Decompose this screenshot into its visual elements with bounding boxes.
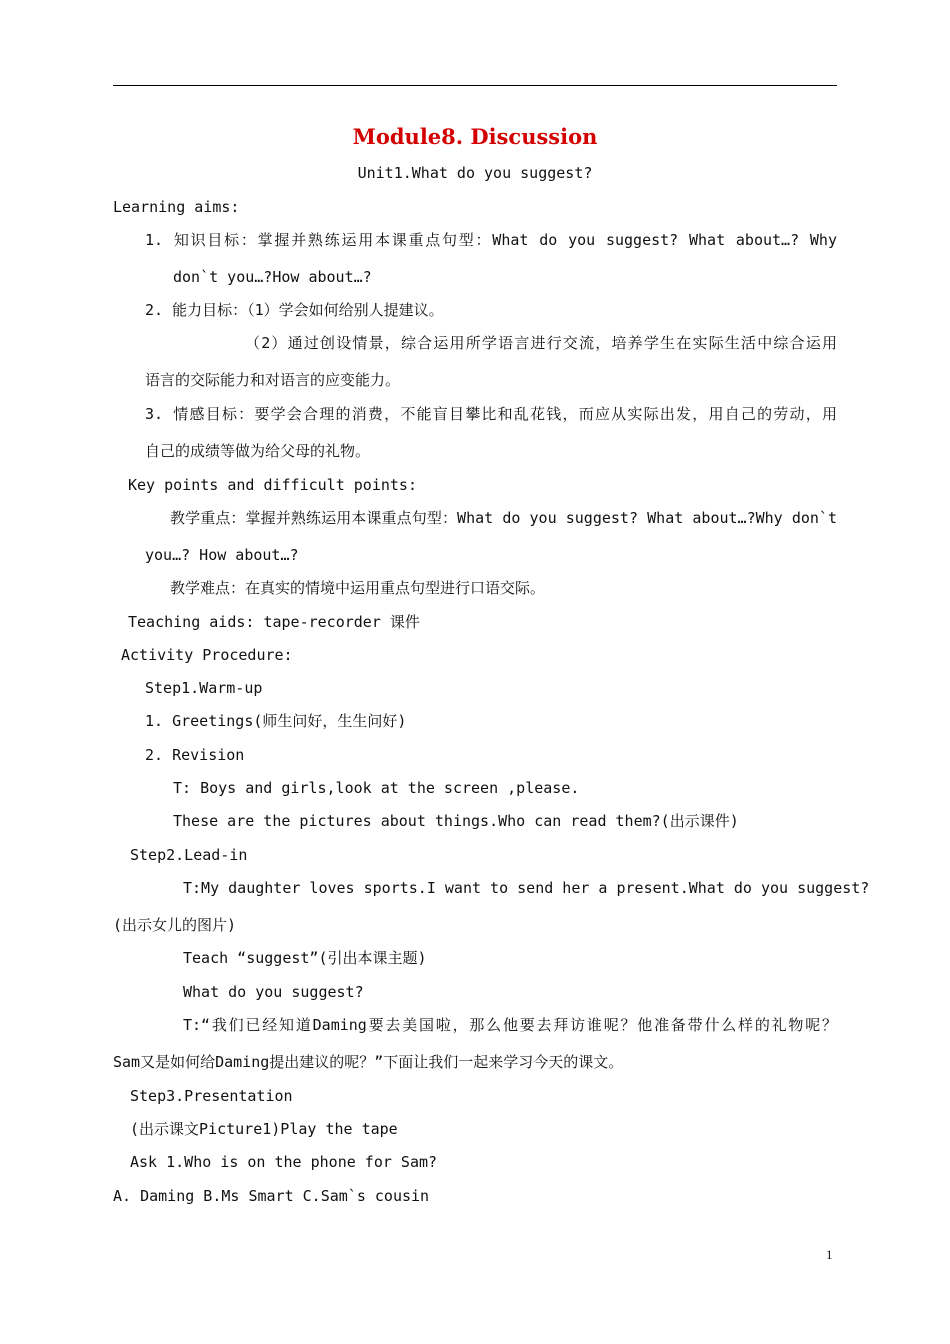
learning-aims-heading: Learning aims: [113, 198, 240, 216]
aim-2-line-1: 2. 能力目标：（1）学会如何给别人提建议。 [145, 301, 444, 319]
key-point-line-1: 教学重点：掌握并熟练运用本课重点句型：What do you suggest? What about…?Why don`t [170, 509, 837, 527]
teaching-aids-line: Teaching aids: tape-recorder 课件 [128, 613, 420, 631]
step2-line-4: What do you suggest? [183, 983, 364, 1001]
key-points-heading: Key points and difficult points: [128, 476, 417, 494]
difficult-point-line: 教学难点：在真实的情境中运用重点句型进行口语交际。 [170, 579, 546, 597]
step2-line-6: Sam又是如何给Daming提出建议的呢？”下面让我们一起来学习今天的课文。 [113, 1053, 624, 1071]
step1-heading: Step1.Warm-up [145, 679, 263, 697]
aim-1-line-2: don`t you…?How about…? [173, 268, 372, 286]
aim-2-line-3: 语言的交际能力和对语言的应变能力。 [145, 371, 401, 389]
key-point-line-2: you…? How about…? [145, 546, 299, 564]
aim-2-line-2: （2）通过创设情景，综合运用所学语言进行交流，培养学生在实际生活中综合运用 [245, 334, 837, 352]
step1-revision-line-2: These are the pictures about things.Who can read them?(出示课件) [173, 812, 739, 830]
step1-item-1: 1. Greetings(师生问好，生生问好) [145, 712, 407, 730]
header-rule [113, 85, 837, 86]
page-title: Module8. Discussion [352, 124, 598, 149]
aim-3-line-1: 3. 情感目标：要学会合理的消费，不能盲目攀比和乱花钱，而应从实际出发，用自己的劳动，用 [145, 405, 837, 423]
step3-heading: Step3.Presentation [130, 1087, 293, 1105]
aim-3-line-2: 自己的成绩等做为给父母的礼物。 [145, 442, 371, 460]
unit-subtitle: Unit1.What do you suggest? [357, 164, 593, 182]
step2-line-2: (出示女儿的图片) [113, 916, 237, 934]
step3-line-1: (出示课文Picture1)Play the tape [130, 1120, 398, 1138]
step2-line-3: Teach “suggest”(引出本课主题) [183, 949, 427, 967]
step2-heading: Step2.Lead-in [130, 846, 248, 864]
step1-item-2: 2. Revision [145, 746, 245, 764]
step2-line-5: T:“我们已经知道Daming要去美国啦，那么他要去拜访谁呢？他准备带什么样的礼物呢？ [183, 1016, 837, 1034]
page-number: 1 [826, 1247, 833, 1262]
step1-revision-line-1: T: Boys and girls,look at the screen ,please. [173, 779, 580, 797]
aim-1-line-1: 1. 知识目标：掌握并熟练运用本课重点句型：What do you suggest? What about…? Why [145, 231, 837, 249]
step2-line-1: T:My daughter loves sports.I want to send her a present.What do you suggest? [183, 879, 870, 897]
activity-procedure-heading: Activity Procedure: [121, 646, 293, 664]
step3-options: A. Daming B.Ms Smart C.Sam`s cousin [113, 1187, 430, 1205]
step3-question: Ask 1.Who is on the phone for Sam? [130, 1153, 438, 1171]
